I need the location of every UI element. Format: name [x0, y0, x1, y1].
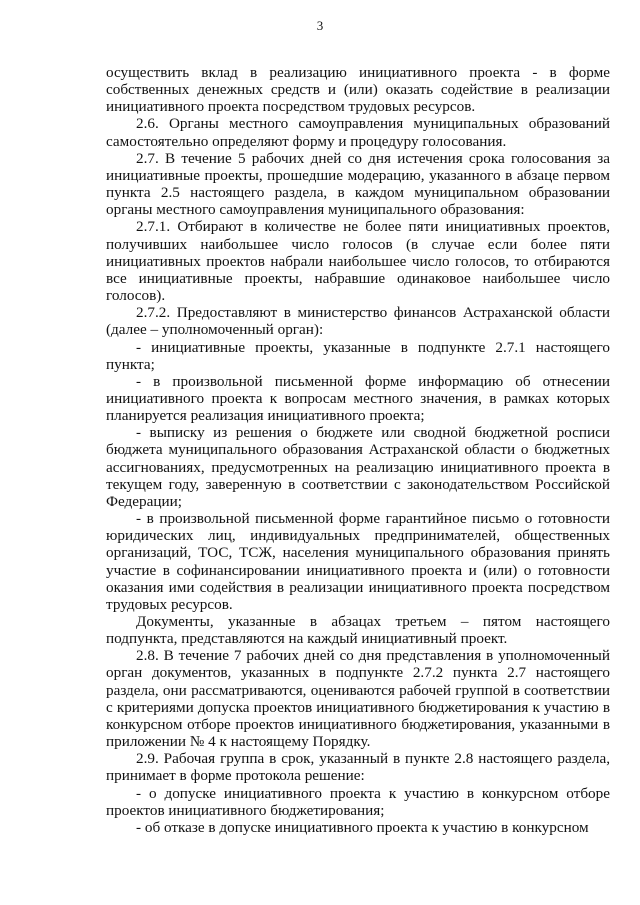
paragraph: - о допуске инициативного проекта к участию в конкурсном отборе проектов инициативного бюджетирования; [106, 784, 610, 819]
paragraph: - в произвольной письменной форме гарантийное письмо о готовности юридических лиц, индивидуальных предпринимателей, общественных организаций, ТОС, ТСЖ, населения муниципального образования принять участие в софинансировании инициативного проекта и (или) о готовности оказания ими содействия в реализации инициативного проекта посредством трудовых ресурсов. [106, 510, 610, 613]
paragraph: осуществить вклад в реализацию инициативного проекта - в форме собственных денежных средств и (или) оказать содействие в реализации инициативного проекта посредством трудовых ресурсов. [106, 64, 610, 116]
paragraph: Документы, указанные в абзацах третьем – пятом настоящего подпункта, представляются на каждый инициативный проект. [106, 613, 610, 648]
paragraph: - об отказе в допуске инициативного проекта к участию в конкурсном [136, 818, 589, 836]
paragraph: 2.8. В течение 7 рабочих дней со дня представления в уполномоченный орган документов, указанных в подпункте 2.7.2 пункта 2.7 настоящего раздела, они рассматриваются, оцениваются рабочей группой в соответствии с критериями допуска проектов инициативного бюджетирования к участию в конкурсном отборе проектов инициативного бюджетирования, указанными в приложении № 4 к настоящему Порядку. [106, 647, 610, 751]
paragraph: 2.6. Органы местного самоуправления муниципальных образований самостоятельно определяют форму и процедуру голосования. [106, 115, 610, 150]
paragraph: 2.7. В течение 5 рабочих дней со дня истечения срока голосования за инициативные проекты, прошедшие модерацию, указанного в абзаце первом пункта 2.5 настоящего раздела, в каждом муниципальном образовании органы местного самоуправления муниципального образования: [106, 149, 610, 219]
paragraph: - выписку из решения о бюджете или сводной бюджетной росписи бюджета муниципального образования Астраханской области о бюджетных ассигнованиях, предусмотренных на реализацию инициативного проекта в текущем году, заверенную в соответствии с законодательством Российской Федерации; [106, 424, 610, 510]
paragraph: - в произвольной письменной форме информацию об отнесении инициативного проекта к вопросам местного значения, в рамках которых планируется реализация инициативного проекта; [106, 372, 610, 425]
paragraph: - инициативные проекты, указанные в подпункте 2.7.1 настоящего пункта; [106, 338, 610, 373]
page-number: 3 [316, 18, 324, 33]
paragraph: 2.9. Рабочая группа в срок, указанный в пункте 2.8 настоящего раздела, принимает в форме протокола решение: [106, 750, 610, 785]
paragraph: 2.7.1. Отбирают в количестве не более пяти инициативных проектов, получивших наибольшее число голосов (в случае если более пяти инициативных проектов набрали наибольшее число голосов, то отбираются все инициативные проекты, набравшие одинаковое наибольшее число голосов). [106, 218, 610, 305]
document-body [106, 64, 610, 836]
paragraph: 2.7.2. Предоставляют в министерство финансов Астраханской области (далее – уполномоченный орган): [106, 304, 610, 339]
